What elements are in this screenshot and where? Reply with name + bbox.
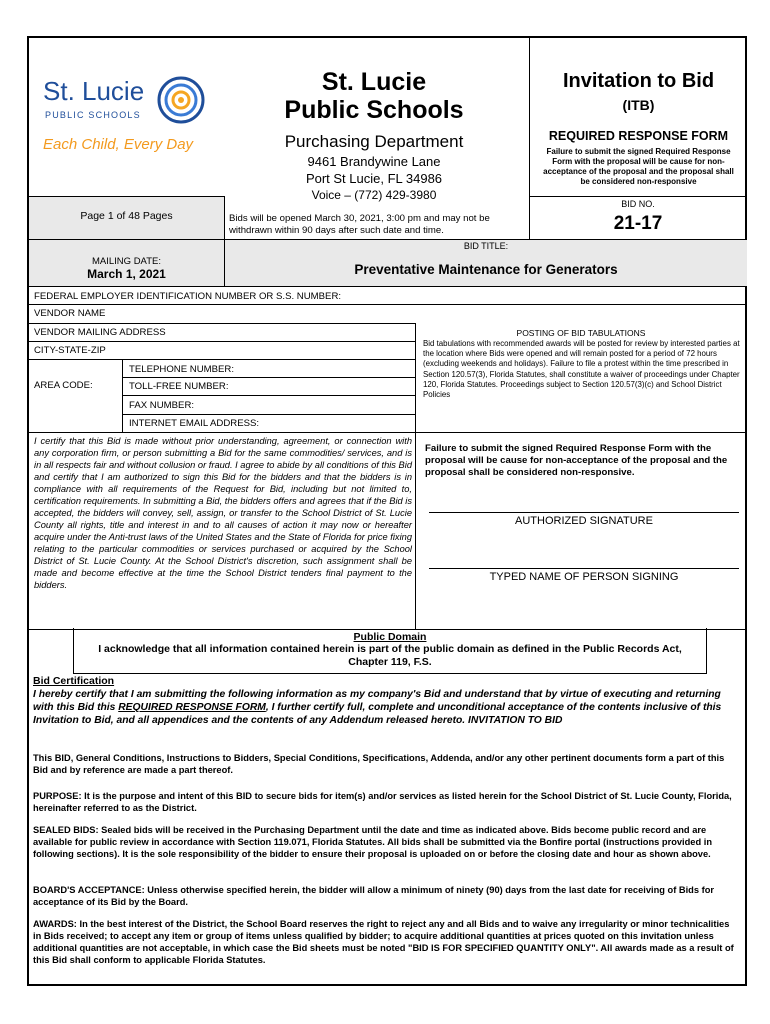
para-purpose: PURPOSE: It is the purpose and intent of this BID to secure bids for item(s) and/or services as listed herein for the School District of St. Lucie County, Florida, hereinafter referred to as the District. bbox=[33, 791, 732, 813]
bid-title-label: BID TITLE: bbox=[463, 241, 509, 251]
bid-cert-text-a: I hereby certify that I am submitting the following information as my company's Bid and understand that by virtue of executing and returning with this Bid this bbox=[33, 689, 721, 713]
bid-cert-text bbox=[33, 688, 738, 727]
itb-title: Invitation to Bid bbox=[562, 70, 715, 92]
para-awards: AWARDS: In the best interest of the District, the School Board reserves the right to reject any and all Bids and to waive any irregularity or minor technicalities in Bids received; to accept any item or group of items unless qualified by bidder; to acquire additional quantities at prices quoted on this invitation unless additional quantities are not acceptable, in which case the Bid sheets must be noted "BID IS FOR SPECIFIED QUANTITY ONLY". All awards made as a result of this Bid shall conform to applicable Florida Statutes. bbox=[33, 919, 734, 965]
para-board-acceptance: BOARD'S ACCEPTANCE: Unless otherwise specified herein, the bidder will allow a minimum of ninety (90) days from the last date for receiving of Bids for acceptance of its Bid by the Board. bbox=[33, 885, 715, 907]
addr2: Port St Lucie, FL 34986 bbox=[305, 171, 443, 186]
bid-cert-text-b: , I further certify full, complete and unconditional acceptance of the contents inclusive of this Invitation to Bid, and all appendices and the contents of any Addendum released hereto. INVITATION TO BID bbox=[33, 702, 722, 726]
posting-title: POSTING OF BID TABULATIONS bbox=[516, 328, 646, 338]
bid-title: Preventative Maintenance for Generators bbox=[354, 262, 618, 277]
city-state-zip-field[interactable]: CITY-STATE-ZIP bbox=[34, 345, 106, 356]
bid-no-label: BID NO. bbox=[621, 199, 655, 209]
telephone-field[interactable]: TELEPHONE NUMBER: bbox=[129, 364, 235, 375]
posting-text: Bid tabulations with recommended awards will be posted for review by interested parties at the location where Bids were opened and will remain posted for a period of 72 hours (excluding weekends and holidays). Failure to file a protest within the time prescribed in Section 120.57(3), Florida Statutes, shall constitute a waiver of proceedings under Chapter 120, Florida Statutes. Proceedings subject to Section 120.57(3)(c) and School District Policies bbox=[423, 339, 740, 400]
logo-sub: PUBLIC SCHOOLS bbox=[45, 110, 141, 120]
tollfree-field[interactable]: TOLL-FREE NUMBER: bbox=[129, 381, 229, 392]
pages-cell bbox=[29, 197, 225, 239]
public-domain-text: I acknowledge that all information contained herein is part of the public domain as defined in the Public Records Act, Chapter 119, F.S. bbox=[98, 643, 682, 668]
dept: Purchasing Department bbox=[284, 132, 464, 151]
vendor-name-field[interactable]: VENDOR NAME bbox=[34, 308, 106, 319]
area-code-field[interactable]: AREA CODE: bbox=[34, 380, 93, 391]
opening-text: Bids will be opened March 30, 2021, 3:00 pm and may not be withdrawn within 90 days after such date and time. bbox=[229, 213, 490, 236]
mailing-date: March 1, 2021 bbox=[87, 267, 166, 281]
logo bbox=[37, 68, 217, 158]
vendor-address-field[interactable]: VENDOR MAILING ADDRESS bbox=[34, 327, 166, 338]
mailing-cell bbox=[29, 240, 225, 286]
para-sealed-bids: SEALED BIDS: Sealed bids will be received in the Purchasing Department until the date and time as indicated above. Bids become public record and are available for public review in accordance with Section 119.071, Florida Statutes. All bids shall be submitted via the Bonfire portal (instructions provided in following sections). It is the sole responsibility of the bidder to ensure their proposal is uploaded on or before the closing date and hour as shown above. bbox=[33, 825, 713, 859]
public-domain-title: Public Domain bbox=[353, 631, 427, 643]
org-title-1: St. Lucie bbox=[321, 68, 427, 96]
itb-block bbox=[530, 70, 747, 187]
certify-text: I certify that this Bid is made without prior understanding, agreement, or connection with any corporation firm, or person submitting a Bid for the same commodities/ services, and is in all respects fair and without collusion or fraud. I agree to abide by all conditions of this Bid and certify that I am authorized to sign this Bid for the bidders and that the bidders is in compliance with all requirements of the Request for Bid, including but not limited to, certification requirements. In submitting a Bid, the bidders offers and agrees that if the Bid is accepted, the bidders will convey, sell, assign, or transfer to the School District of St. Lucie County all rights, title and interest in and to all causes of action it may now or hereafter acquire under the Anti-trust laws of the United States and the State of Florida for price fixing relating to the particular commodities or services purchased or acquired by the School District of St. Lucie County. At the School District's discretion, such assignment shall be made and become effective at the time the School District tenders final payment to the bidders. bbox=[34, 436, 412, 590]
bid-no: 21-17 bbox=[613, 213, 663, 234]
voice: Voice – (772) 429-3980 bbox=[311, 188, 437, 202]
logo-swirl-icon bbox=[155, 74, 207, 126]
fax-field[interactable]: FAX NUMBER: bbox=[129, 400, 195, 411]
bid-cert-title: Bid Certification bbox=[33, 675, 115, 687]
bid-no-cell bbox=[529, 197, 747, 242]
bid-cert-text-underlined: REQUIRED RESPONSE FORM bbox=[118, 702, 266, 713]
rrf-note: Failure to submit the signed Required Response Form with the proposal will be cause for non-acceptance of the proposal and the proposal shall be considered non-responsive bbox=[543, 147, 734, 186]
mailing-label: MAILING DATE: bbox=[92, 256, 161, 267]
email-field[interactable]: INTERNET EMAIL ADDRESS: bbox=[129, 418, 260, 429]
failure-notice: Failure to submit the signed Required Response Form with the proposal will be cause for non-acceptance of the proposal and the proposal shall be considered non-responsive. bbox=[425, 443, 728, 478]
tagline: Each Child, Every Day bbox=[43, 136, 194, 153]
para-documents: This BID, General Conditions, Instructions to Bidders, Special Conditions, Specifications, Addenda, and/or any other pertinent documents form a part of this Bid and by reference are made a part thereof. bbox=[33, 753, 725, 775]
authorized-signature-line[interactable]: AUTHORIZED SIGNATURE bbox=[515, 515, 653, 527]
itb-abbr: (ITB) bbox=[622, 97, 655, 113]
fein-field[interactable]: FEDERAL EMPLOYER IDENTIFICATION NUMBER OR S.S. NUMBER: bbox=[34, 291, 342, 302]
rrf-title: REQUIRED RESPONSE FORM bbox=[548, 129, 729, 143]
form-frame bbox=[27, 36, 747, 986]
logo-name: St. Lucie bbox=[43, 76, 145, 106]
bid-title-cell bbox=[225, 240, 747, 286]
addr1: 9461 Brandywine Lane bbox=[307, 154, 441, 169]
org-block bbox=[219, 68, 529, 202]
page-count: Page 1 of 48 Pages bbox=[80, 210, 173, 222]
typed-name-line[interactable]: TYPED NAME OF PERSON SIGNING bbox=[489, 571, 679, 583]
public-domain-box bbox=[73, 628, 707, 674]
org-title-2: Public Schools bbox=[284, 96, 464, 124]
